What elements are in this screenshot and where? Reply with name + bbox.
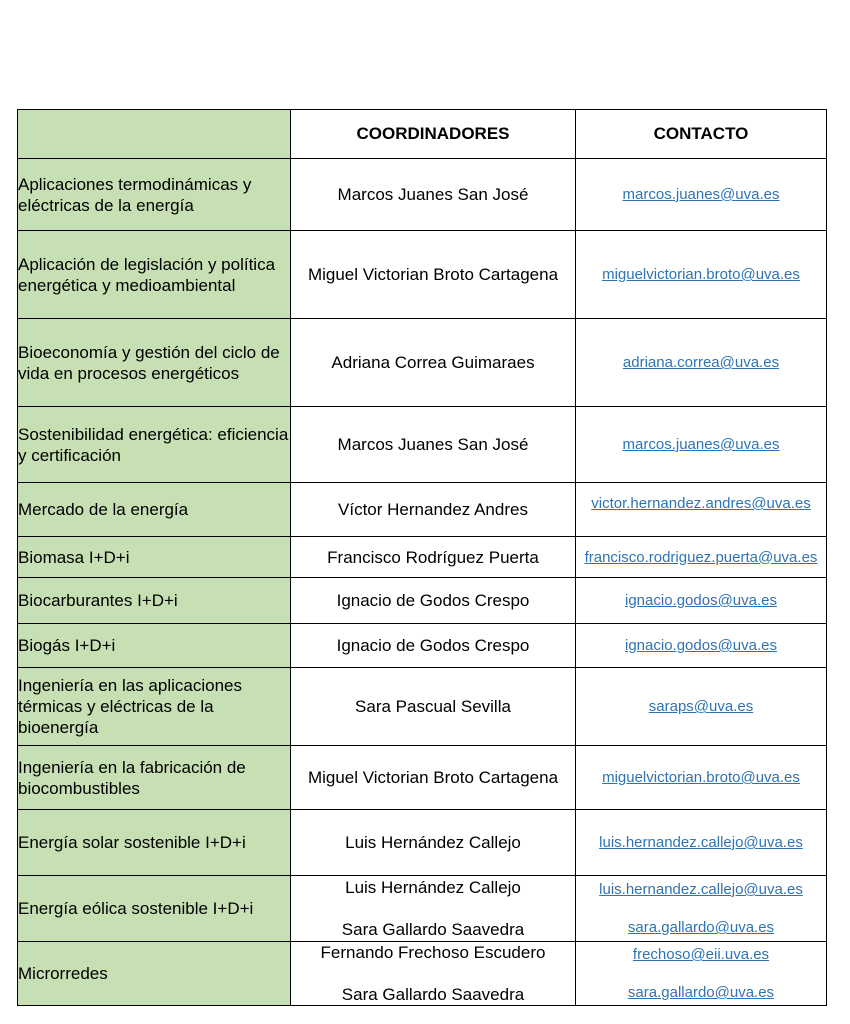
coordinator-name: Luis Hernández Callejo (345, 878, 521, 897)
header-coordinators: COORDINADORES (291, 110, 576, 159)
contact-cell (576, 483, 827, 537)
coordinator-name: Víctor Hernandez Andres (291, 483, 576, 537)
contact-email-link[interactable]: victor.hernandez.andres@uva.es (591, 495, 811, 512)
coordinator-name: Adriana Correa Guimaraes (291, 319, 576, 407)
coordinator-name: Ignacio de Godos Crespo (291, 578, 576, 624)
contact-email-link[interactable]: luis.hernandez.callejo@uva.es (599, 834, 803, 851)
table-row (18, 942, 827, 1006)
header-row (18, 110, 827, 159)
coordinator-name: Sara Gallardo Saavedra (341, 920, 525, 939)
contact-cell (576, 624, 827, 668)
coordinator-name: Marcos Juanes San José (291, 159, 576, 231)
table-row (18, 578, 827, 624)
contact-cell (576, 159, 827, 231)
contact-cell (576, 537, 827, 578)
contact-email-link[interactable]: miguelvictorian.broto@uva.es (602, 769, 800, 786)
coordinator-name: Fernando Frechoso Escudero (320, 943, 546, 962)
table-row (18, 624, 827, 668)
coordinator-name: Luis Hernández Callejo (291, 810, 576, 876)
coordinators-table (17, 109, 827, 1006)
contact-email-link[interactable]: luis.hernandez.callejo@uva.es (599, 881, 803, 898)
coordinator-cell (291, 942, 576, 1006)
subject-cell: Ingeniería en las aplicaciones térmicas y eléctricas de la bioenergía (18, 668, 291, 746)
contact-email-link[interactable]: marcos.juanes@uva.es (622, 436, 780, 453)
subject-cell: Biomasa I+D+i (18, 537, 291, 578)
contact-cell (576, 942, 827, 1006)
coordinator-name: Ignacio de Godos Crespo (291, 624, 576, 668)
contact-email-link[interactable]: frechoso@eii.uva.es (632, 946, 770, 963)
subject-cell: Microrredes (18, 942, 291, 1006)
table-row (18, 407, 827, 483)
contact-cell (576, 810, 827, 876)
table-row (18, 746, 827, 810)
contact-email-link[interactable]: ignacio.godos@uva.es (625, 637, 777, 654)
contact-email-link[interactable]: saraps@uva.es (648, 698, 754, 715)
subject-cell: Energía solar sostenible I+D+i (18, 810, 291, 876)
coordinator-name: Miguel Victorian Broto Cartagena (291, 746, 576, 810)
table-row (18, 483, 827, 537)
subject-cell: Ingeniería en la fabricación de biocombustibles (18, 746, 291, 810)
table-row (18, 159, 827, 231)
contact-email-link[interactable]: ignacio.godos@uva.es (625, 592, 777, 609)
contact-cell (576, 578, 827, 624)
subject-cell: Biogás I+D+i (18, 624, 291, 668)
subject-cell: Aplicación de legislación y política energética y medioambiental (18, 231, 291, 319)
subject-cell: Biocarburantes I+D+i (18, 578, 291, 624)
header-corner-cell (18, 110, 291, 159)
coordinator-name: Sara Pascual Sevilla (291, 668, 576, 746)
contact-email-link[interactable]: adriana.correa@uva.es (622, 354, 780, 371)
coordinator-name: Marcos Juanes San José (291, 407, 576, 483)
contact-email-link[interactable]: miguelvictorian.broto@uva.es (602, 266, 800, 283)
contact-cell (576, 746, 827, 810)
contact-email-link[interactable]: marcos.juanes@uva.es (622, 186, 780, 203)
subject-cell: Energía eólica sostenible I+D+i (18, 876, 291, 942)
table-row (18, 537, 827, 578)
header-contact: CONTACTO (576, 110, 827, 159)
subject-cell: Bioeconomía y gestión del ciclo de vida en procesos energéticos (18, 319, 291, 407)
subject-cell: Mercado de la energía (18, 483, 291, 537)
coordinator-cell (291, 876, 576, 942)
table-row (18, 319, 827, 407)
contact-email-link[interactable]: sara.gallardo@uva.es (627, 984, 775, 1001)
coordinator-name: Miguel Victorian Broto Cartagena (291, 231, 576, 319)
contact-email-link[interactable]: sara.gallardo@uva.es (627, 919, 775, 936)
table-row (18, 876, 827, 942)
contact-cell (576, 876, 827, 942)
table-row (18, 231, 827, 319)
subject-cell: Aplicaciones termodinámicas y eléctricas de la energía (18, 159, 291, 231)
coordinator-name: Francisco Rodríguez Puerta (291, 537, 576, 578)
table-row (18, 810, 827, 876)
table-row (18, 668, 827, 746)
contact-cell (576, 319, 827, 407)
contact-cell (576, 668, 827, 746)
coordinator-name: Sara Gallardo Saavedra (341, 985, 525, 1004)
contact-cell (576, 231, 827, 319)
contact-email-link[interactable]: francisco.rodriguez.puerta@uva.es (584, 548, 818, 566)
subject-cell: Sostenibilidad energética: eficiencia y certificación (18, 407, 291, 483)
contact-cell (576, 407, 827, 483)
